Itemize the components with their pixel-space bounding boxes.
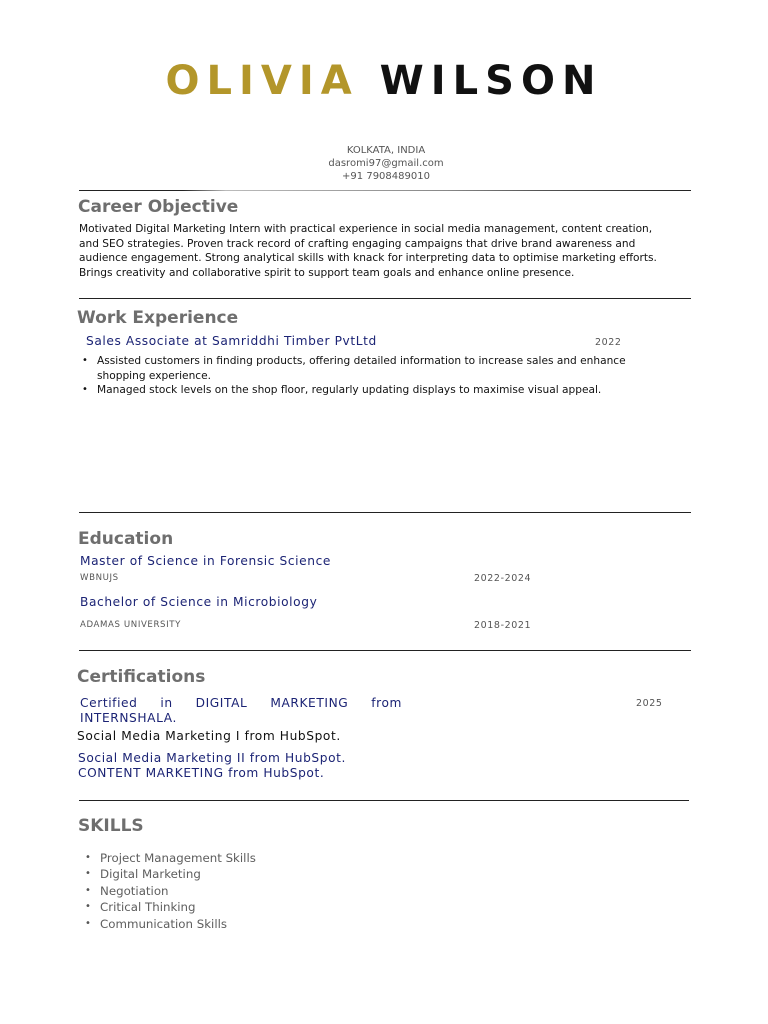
duty-text: Assisted customers in finding products, offering detailed information to increase sales and enhance (97, 355, 626, 367)
certification-item: Social Media Marketing II from HubSpot. (78, 751, 347, 765)
section-divider (79, 298, 691, 299)
career-objective-heading: Career Objective (78, 197, 239, 217)
section-divider (79, 512, 691, 513)
list-item: • Communication Skills (79, 916, 479, 932)
objective-line: audience engagement. Strong analytical skills with knack for interpreting data to optimise marketing efforts. (79, 252, 657, 264)
duty-text: shopping experience. (97, 369, 211, 382)
career-objective-text (79, 222, 689, 280)
certifications-year: 2025 (636, 698, 663, 709)
duty-text: Managed stock levels on the shop floor, regularly updating displays to maximise visual appeal. (97, 384, 602, 396)
list-item (80, 383, 680, 398)
list-item: • Digital Marketing (79, 866, 479, 882)
skills-heading: SKILLS (78, 816, 144, 836)
contact-email[interactable]: dasromi97@gmail.com (328, 158, 444, 169)
section-divider (79, 650, 691, 651)
certification-item-cont: INTERNSHALA. (80, 711, 177, 725)
objective-line: Motivated Digital Marketing Intern with practical experience in social media management, content creation, (79, 223, 653, 235)
header-divider (79, 190, 691, 191)
contact-phone[interactable]: +91 7908489010 (342, 171, 430, 182)
section-divider (79, 800, 689, 801)
candidate-name (0, 58, 768, 104)
last-name: WILSON (379, 58, 603, 104)
education-heading: Education (78, 529, 174, 549)
certification-item: Social Media Marketing I from HubSpot. (77, 729, 341, 743)
work-experience-heading: Work Experience (77, 308, 239, 328)
list-item: • Critical Thinking (79, 899, 479, 915)
certifications-heading: Certifications (77, 667, 206, 687)
objective-line: and SEO strategies. Proven track record of crafting engaging campaigns that drive brand awareness and (79, 237, 636, 250)
job-role: Sales Associate at Samriddhi Timber PvtLtd (86, 334, 377, 348)
list-item (80, 354, 680, 383)
degree-years: 2018-2021 (474, 620, 532, 631)
objective-line: Brings creativity and collaborative spirit to support team goals and enhance online presence. (79, 266, 575, 279)
school-name: ADAMAS UNIVERSITY (80, 620, 181, 630)
degree-years: 2022-2024 (474, 573, 532, 584)
certification-item: CONTENT MARKETING from HubSpot. (78, 766, 325, 780)
skills-list (79, 850, 479, 932)
job-year: 2022 (595, 337, 622, 348)
degree-title: Bachelor of Science in Microbiology (80, 595, 318, 609)
school-name: WBNUJS (80, 573, 119, 583)
degree-title: Master of Science in Forensic Science (80, 554, 331, 568)
certification-item: Certified in DIGITAL MARKETING from (80, 696, 402, 710)
contact-location: KOLKATA, INDIA (346, 145, 426, 156)
job-duties (80, 354, 680, 398)
list-item: • Negotiation (79, 883, 479, 899)
first-name: OLIVIA (165, 58, 359, 104)
list-item: • Project Management Skills (79, 850, 479, 866)
